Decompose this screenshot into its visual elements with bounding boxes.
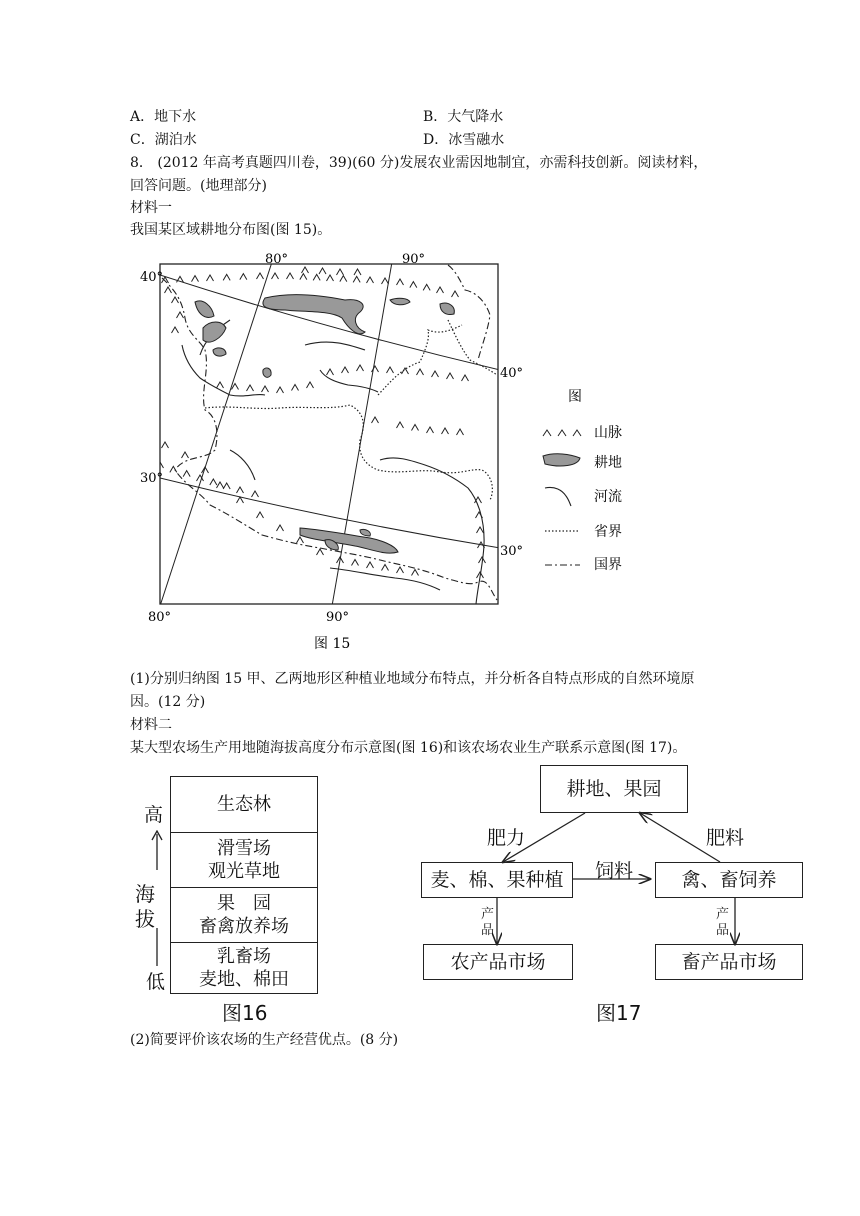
label-product-right-1: 产 [716, 907, 730, 922]
axis-label-ba: 拔 [135, 907, 155, 931]
row4-text-b: 麦地、棉田 [199, 968, 289, 990]
legend-label-national: 国界 [594, 557, 622, 573]
label-product-left-2: 品 [481, 923, 495, 938]
label-feed: 饲料 [595, 860, 634, 882]
agri-market-box: 农产品市场 [423, 944, 573, 980]
material2-title: 材料二 [130, 717, 172, 733]
lon-label-80-bottom: 80° [148, 610, 172, 625]
livestock-raising-box: 禽、畜饲养 [655, 862, 803, 898]
row2-text-a: 滑雪场 [217, 837, 271, 859]
crop-planting-box: 麦、棉、果种植 [421, 862, 573, 898]
row1-text: 生态林 [217, 794, 271, 815]
material2-text: 某大型农场生产用地随海拔高度分布示意图(图 16)和该农场农业生产联系示意图(图 17)。 [130, 740, 687, 756]
axis-low-label: 低 [146, 971, 166, 993]
lat-label-30-right: 30° [500, 544, 524, 559]
option-a: A．地下水 [130, 109, 197, 125]
material1-title: 材料一 [130, 200, 172, 216]
option-b: B．大气降水 [423, 109, 504, 125]
option-d: D．冰雪融水 [423, 132, 505, 148]
material1-text: 我国某区域耕地分布图(图 15)。 [130, 222, 332, 238]
lon-label-90-top: 90° [402, 252, 426, 267]
row4-text-a: 乳畜场 [217, 945, 271, 967]
row2-text-b: 观光草地 [208, 860, 280, 882]
legend-label-mountain: 山脉 [594, 425, 622, 441]
axis-label-hai: 海 [135, 882, 155, 906]
farmland-orchard-box: 耕地、果园 [540, 765, 688, 813]
label-product-right-2: 品 [716, 923, 730, 938]
lon-label-80-top: 80° [265, 252, 289, 267]
row3-text-b: 畜禽放养场 [199, 915, 289, 937]
sub1-line1: (1)分别归纳图 15 甲、乙两地形区种植业地域分布特点，并分析各自特点形成的自然环境原 [130, 671, 695, 687]
question-8-line2: 回答问题。(地理部分) [130, 178, 267, 194]
lat-label-30-left: 30° [140, 471, 164, 486]
label-product-left-1: 产 [481, 907, 495, 922]
lat-label-40-left: 40° [140, 270, 164, 285]
axis-high-label: 高 [144, 804, 164, 826]
figure-17-caption: 图17 [596, 1001, 642, 1025]
question-8-line1: 8． (2012 年高考真题四川卷，39)(60 分)发展农业需因地制宜，亦需科技创新。阅读材料， [130, 155, 708, 171]
label-manure: 肥料 [706, 827, 745, 849]
legend-label-river: 河流 [594, 489, 622, 505]
legend-label-farmland: 耕地 [594, 455, 622, 471]
figure-15-caption: 图 15 [314, 636, 351, 652]
figure-16-caption: 图16 [222, 1001, 268, 1025]
lon-label-90-bottom: 90° [326, 610, 350, 625]
legend-title: 图 [568, 389, 582, 405]
sub2-text: (2)简要评价该农场的生产经营优点。(8 分) [130, 1032, 399, 1048]
livestock-market-box: 畜产品市场 [655, 944, 803, 980]
lat-label-40-right: 40° [500, 366, 524, 381]
row3-text-a: 果 园 [217, 892, 271, 914]
label-fertility: 肥力 [487, 827, 526, 849]
option-c: C．湖泊水 [130, 132, 197, 148]
sub1-line2: 因。(12 分) [130, 694, 206, 710]
legend-label-province: 省界 [594, 524, 622, 540]
